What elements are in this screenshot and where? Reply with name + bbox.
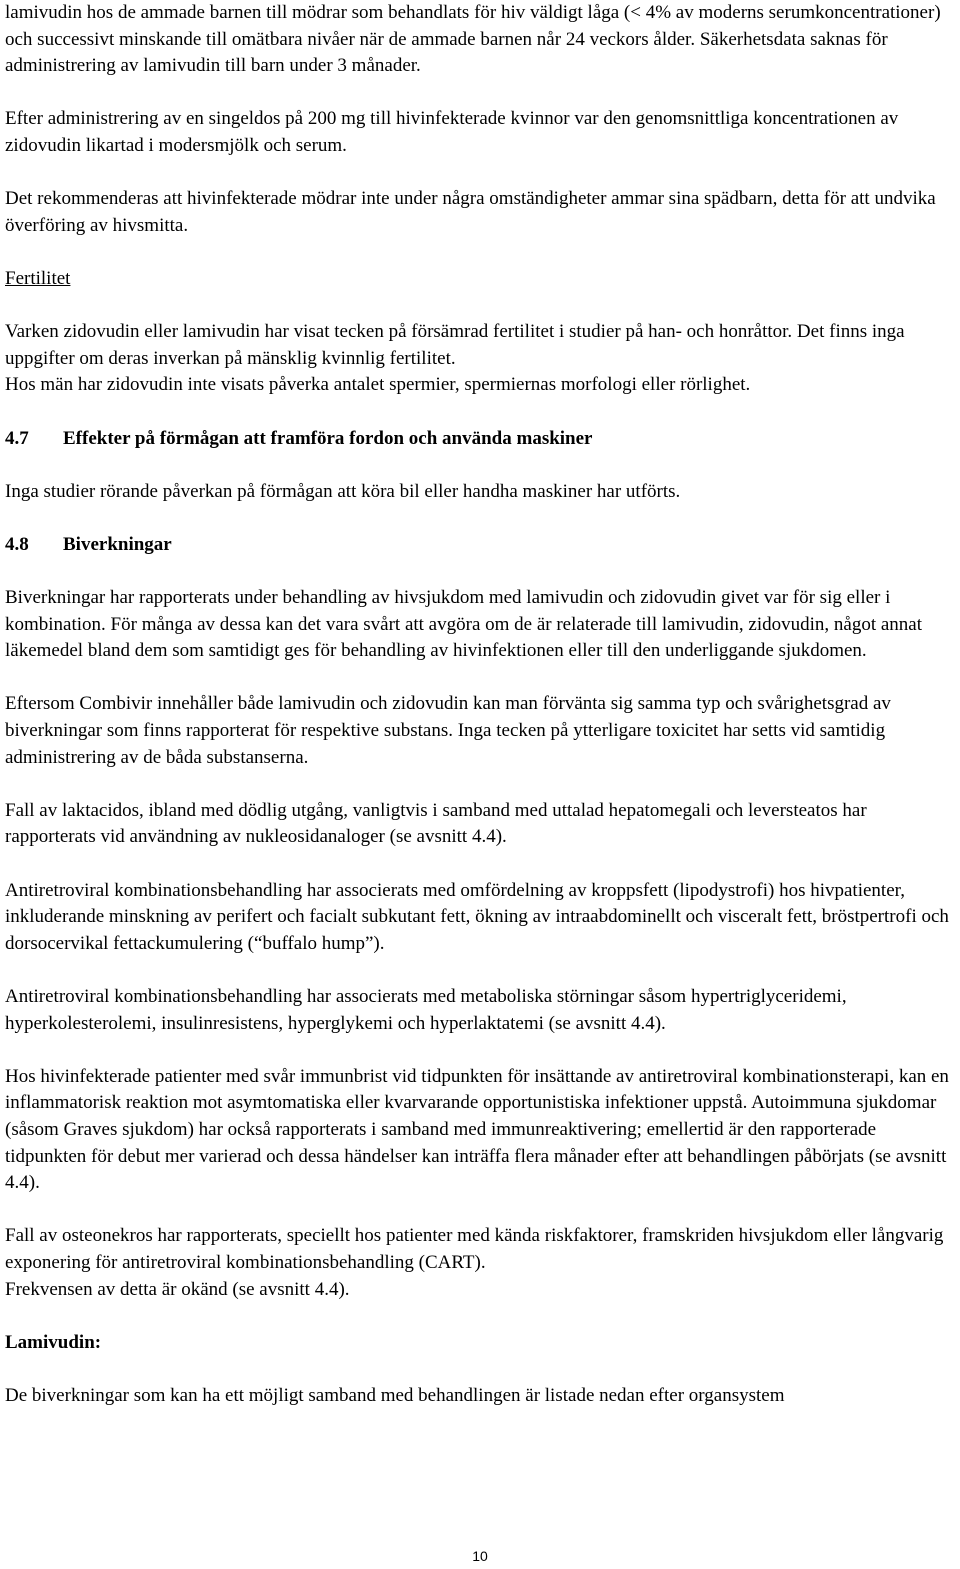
subheading-fertilitet bbox=[5, 266, 957, 293]
subheading-lamivudin: Lamivudin: bbox=[5, 1331, 102, 1353]
paragraph: Antiretroviral kombinationsbehandling har associerats med omfördelning av kroppsfett (lipodystrofi) hos hivpatienter, inkluderande minskning av perifert och facialt subkutant fett, ökning av intraabdominellt och visceralt fett, bröstpertrofi och dorsocervikal fettackumulering (“buffalo hump”). bbox=[5, 879, 949, 954]
paragraph: Biverkningar har rapporterats under behandling av hivsjukdom med lamivudin och zidovudin givet var för sig eller i kombination. För många av dessa kan det vara svårt att avgöra om de är relaterade till lamivudin, zidovudin, något annat läkemedel bland dem som samtidigt ges för behandling av hivinfektionen eller till den underliggande sjukdomen. bbox=[5, 587, 922, 662]
paragraph: Fall av laktacidos, ibland med dödlig utgång, vanligtvis i samband med uttalad hepatomegali och leversteatos har rapporterats vid användning av nukleosidanaloger (se avsnitt 4.4). bbox=[5, 799, 867, 848]
paragraph: Hos hivinfekterade patienter med svår immunbrist vid tidpunkten för insättande av antiretroviral kombinationsterapi, kan en inflammatorisk reaktion mot asymtomatiska eller kvarvarande opportunistiska infektioner uppstå. Autoimmuna sjukdomar (såsom Graves sjukdom) har också rapporterats i samband med immunreaktivering; emellertid är den rapporterade tidpunkten för debut mer varierad och dessa händelser kan inträffa flera månader efter att behandlingen påbörjats (se avsnitt 4.4). bbox=[5, 1065, 949, 1194]
subheading-text: Fertilitet bbox=[5, 267, 71, 289]
section-heading-4-8 bbox=[5, 532, 957, 559]
document-page bbox=[5, 0, 957, 1409]
paragraph: Inga studier rörande påverkan på förmågan att köra bil eller handha maskiner har utförts. bbox=[5, 480, 681, 502]
paragraph: Frekvensen av detta är okänd (se avsnitt 4.4). bbox=[5, 1278, 350, 1300]
paragraph: Det rekommenderas att hivinfekterade mödrar inte under några omständigheter ammar sina spädbarn, detta för att undvika överföring av hivsmitta. bbox=[5, 188, 936, 236]
section-number: 4.7 bbox=[5, 427, 29, 449]
paragraph: lamivudin hos de ammade barnen till mödrar som behandlats för hiv väldigt låga (< 4% av moderns serumkoncentrationer) och successivt minskande till omätbara nivåer när de ammade barnen når 24 veckors ålder. Säkerhetsdata saknas för administrering av lamivudin till barn under 3 månader. bbox=[5, 2, 941, 77]
paragraph: Antiretroviral kombinationsbehandling har associerats med metaboliska störningar såsom hypertriglyceridemi, hyperkolesterolemi, insulinresistens, hyperglykemi och hyperlaktatemi (se avsnitt 4.4). bbox=[5, 985, 847, 1034]
section-title: Biverkningar bbox=[63, 533, 172, 555]
paragraph: Fall av osteonekros har rapporterats, speciellt hos patienter med kända riskfaktorer, framskriden hivsjukdom eller långvarig exponering för antiretroviral kombinationsbehandling (CART). bbox=[5, 1225, 944, 1273]
paragraph: Varken zidovudin eller lamivudin har visat tecken på försämrad fertilitet i studier på han- och honråttor. Det finns inga uppgifter om deras inverkan på mänsklig kvinnlig fertilitet. bbox=[5, 321, 905, 369]
page-number: 10 bbox=[472, 1548, 488, 1564]
paragraph: Eftersom Combivir innehåller både lamivudin och zidovudin kan man förvänta sig samma typ och svårighetsgrad av biverkningar som finns rapporterat för respektive substans. Inga tecken på ytterligare toxicitet har setts vid samtidig administrering av de båda substanserna. bbox=[5, 693, 891, 768]
paragraph: Efter administrering av en singeldos på 200 mg till hivinfekterade kvinnor var den genomsnittliga koncentrationen av zidovudin likartad i modersmjölk och serum. bbox=[5, 108, 899, 156]
section-number: 4.8 bbox=[5, 533, 29, 555]
section-title: Effekter på förmågan att framföra fordon och använda maskiner bbox=[63, 427, 593, 449]
paragraph: De biverkningar som kan ha ett möjligt samband med behandlingen är listade nedan efter organsystem bbox=[5, 1384, 785, 1406]
section-heading-4-7 bbox=[5, 426, 957, 453]
paragraph: Hos män har zidovudin inte visats påverka antalet spermier, spermiernas morfologi eller rörlighet. bbox=[5, 374, 751, 396]
